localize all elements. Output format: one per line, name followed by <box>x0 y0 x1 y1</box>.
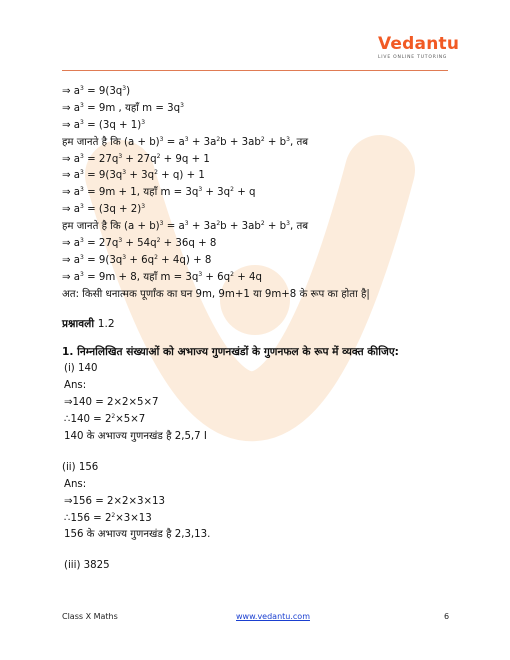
exercise-heading <box>62 316 456 333</box>
exercise-number: 1.2 <box>97 317 115 330</box>
math-line: ⇒ $a^3 = 9m + 1$, यहाँ $m = 3q^3 + 3q^2 + q$ <box>62 186 256 199</box>
math-line: ⇒ $a^3 = 9(3q^3 + 6q^2 + 4q) + 8$ <box>62 253 212 266</box>
question-1 <box>62 344 456 361</box>
vedantu-logo <box>378 34 458 60</box>
answer-step: ⇒140 = 2×2×5×7 <box>64 397 159 409</box>
answer-step: ⇒156 = 2×2×3×13 <box>64 495 166 507</box>
math-line: ⇒ $a^3 = 27q^3 + 54q^2 + 36q + 8$ <box>62 237 217 250</box>
math-line: ⇒ $a^3 = (3q + 1)^3$ <box>62 118 146 131</box>
math-line: ⇒ $a^3 = 9m + 8$, यहाँ $m = 3q^3 + 6q^2 + 4q$ <box>62 270 262 283</box>
answer-step: ∴156 = $2^2\times 3\times 13$ <box>64 511 152 524</box>
page-number: 6 <box>444 612 450 621</box>
page-content <box>62 84 456 575</box>
answer-result: 140 के अभाज्य गुणनखंड है 2,5,7 I <box>64 431 207 443</box>
math-line: हम जानते है कि $(a + b)^3 = a^3 + 3a^2b + 3ab^2 + b^3$, तब <box>62 220 309 233</box>
header-rule <box>62 70 448 71</box>
footer-class: Class X Maths <box>62 612 118 621</box>
math-line: ⇒ $a^3 = 9(3q^3)$ <box>62 85 131 97</box>
answer-label: Ans: <box>64 478 87 490</box>
question-text: निम्नलिखित संख्याओं को अभाज्य गुणनखंडों के गुणनफल के रूप में व्यक्त कीजिए: <box>77 346 399 359</box>
math-line: हम जानते है कि $(a + b)^3 = a^3 + 3a^2b + 3ab^2 + b^3$, तब <box>62 135 309 148</box>
part-ii-label: (ii) 156 <box>62 461 99 473</box>
answer-result: 156 के अभाज्य गुणनखंड है 2,3,13. <box>64 529 211 541</box>
math-line: ⇒ $a^3 = (3q + 2)^3$ <box>62 203 146 216</box>
answer-label: Ans: <box>64 380 87 392</box>
footer-link[interactable]: www.vedantu.com <box>236 612 310 621</box>
math-line: ⇒ $a^3 = 9(3q^3 + 3q^2 + q) + 1$ <box>62 169 205 182</box>
logo-wordmark: Vedantu <box>378 34 460 54</box>
answer-step: ∴140 = $2^2\times 5\times 7$ <box>64 413 146 426</box>
conclusion-line: अत: किसी धनात्मक पूर्णांक का घन 9m, 9m+1 या 9m+8 के रूप का होता है| <box>62 288 370 300</box>
part-iii-label: (iii) 3825 <box>64 560 110 572</box>
part-i-label: (i) 140 <box>64 363 98 375</box>
math-line: ⇒ $a^3 = 9m$ , यहाँ $m = 3q^3$ <box>62 101 184 114</box>
exercise-title: प्रश्नावली <box>62 317 95 330</box>
logo-tagline: LIVE ONLINE TUTORING <box>378 55 448 60</box>
math-line: ⇒ $a^3 = 27q^3 + 27q^2 + 9q + 1$ <box>62 152 210 165</box>
question-number: 1. <box>62 346 74 359</box>
